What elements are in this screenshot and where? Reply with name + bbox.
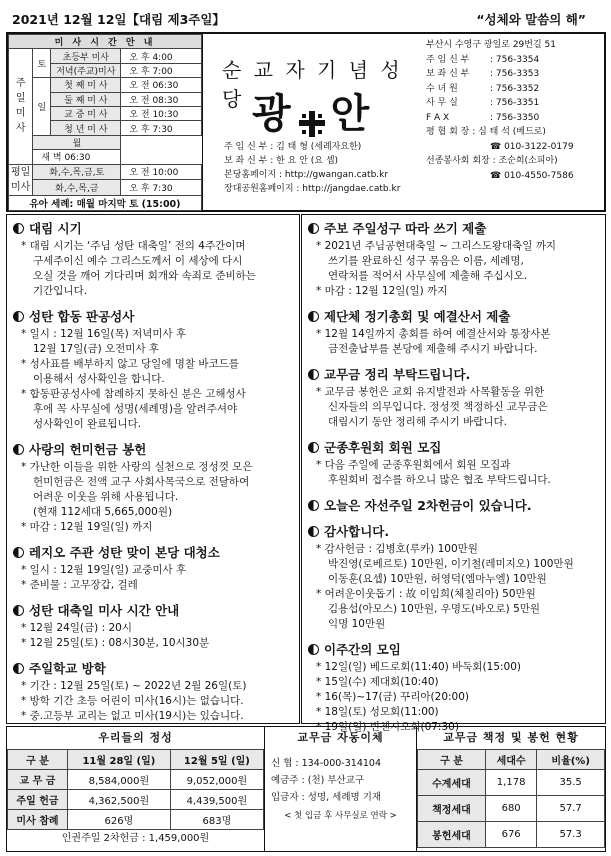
announcement-title: 군종후원회 회원 모집	[308, 438, 599, 456]
announcement-line: 쓰기를 완료하신 성구 묶음은 이름, 세례명,	[328, 255, 524, 267]
announcement-section	[13, 219, 293, 299]
mass-time: 오 후 7:30	[121, 180, 202, 196]
announcement-section	[308, 365, 599, 430]
announcement-line: 기간입니다.	[33, 285, 88, 297]
announcement-title: 성탄 합동 판공성사	[13, 307, 293, 325]
half-circle-bullet-icon	[308, 644, 319, 655]
half-circle-bullet-icon	[13, 663, 24, 674]
announcement-section	[308, 438, 599, 488]
dues-status-panel	[417, 727, 605, 851]
logo-right-char: 안	[330, 90, 372, 137]
announcement-line: 박진영(로베르토) 10만원, 이기철(레미지오) 100만원	[328, 558, 574, 570]
header-cell: 12월 5일 (일)	[170, 750, 263, 770]
announcement-section	[13, 440, 293, 535]
jangdae-homepage-link[interactable]: 장대공원홈페이지 : http://jangdae.catb.kr	[224, 184, 401, 194]
announcement-title: 감사합니다.	[308, 522, 599, 540]
announcement-title: 주보 주일성구 따라 쓰기 제출	[308, 219, 599, 237]
announcement-line: * 어려운이웃돕기 : 故 이임희(체칠리아) 50만원	[316, 588, 536, 600]
announcement-title: 레지오 주관 성탄 맞이 본당 대청소	[13, 543, 293, 561]
announcement-line: * 12월 14일까지 총회를 하여 예결산서와 통장사본	[316, 328, 551, 340]
missionary-phone: ☎ 010-4550-7586	[490, 170, 574, 181]
transfer-note: < 첫 입금 후 사무실로 연락 >	[284, 811, 397, 821]
half-circle-bullet-icon	[308, 369, 319, 380]
church-name: 순 교 자 기 념 성 당	[222, 58, 403, 111]
announcement-line: 이동훈(요셉) 10만원, 허영덕(엠마누엘) 10만원	[328, 573, 547, 585]
right-column	[301, 214, 606, 733]
mass-name: 화,수,목,금	[33, 180, 121, 196]
half-circle-bullet-icon	[13, 223, 24, 234]
announcement-section	[13, 659, 293, 724]
mass-time: 오 전 10:30	[121, 106, 202, 120]
half-circle-bullet-icon	[308, 500, 319, 511]
announcement-line: * 2021년 주님공현대축일 ~ 그리스도왕대축일 까지	[316, 240, 557, 252]
sunday-mass-label: 주 일 미 사	[9, 49, 33, 164]
contact-row: 사 무 실 : 756-3351	[426, 98, 540, 108]
council-phone: ☎ 010-3122-0179	[490, 141, 574, 152]
half-circle-bullet-icon	[13, 605, 24, 616]
announcement-line: * 교무금 봉헌은 교회 유지발전과 사목활동을 위한	[316, 386, 545, 398]
announcement-line: * 19일(일) 빈첸시오회(07:30)	[316, 721, 459, 733]
announcement-line: 구세주이신 예수 그리스도께서 이 세상에 다시	[33, 255, 243, 267]
staff-list	[224, 140, 400, 196]
auto-transfer-panel	[265, 727, 417, 851]
mass-caption: 미 사 시 간 안 내	[9, 35, 202, 49]
announcement-section	[308, 640, 599, 735]
header-cell: 비율(%)	[537, 750, 605, 770]
table-row: 주일 헌금 4,362,500원 4,439,500원	[8, 790, 264, 810]
announcement-line: * 성사표를 배부하지 않고 당일에 명찰 바코드를	[21, 358, 239, 370]
announcement-line: * 준비물 : 고무장갑, 걸레	[21, 579, 138, 591]
contact-row: F A X : 756-3350	[426, 112, 540, 123]
offering-panel	[7, 727, 265, 851]
infant-baptism-note: 유아 세례: 매월 마지막 토 (15:00)	[9, 195, 202, 210]
announcement-line: * 합동판공성사에 참례하지 못하신 분은 고해성사	[21, 388, 246, 400]
announcement-title: 교무금 정리 부탁드립니다.	[308, 365, 599, 383]
table-row: 교 무 금 8,584,000원 9,052,000원	[8, 770, 264, 790]
announcement-line: 이용해서 성사확인을 합니다.	[33, 373, 165, 385]
mass-name: 둘 째 미 사	[51, 92, 121, 106]
announcement-line: 후에 꼭 사무실에 성명(세례명)을 알려주셔야	[33, 403, 238, 415]
announcement-line: 신자들의 의무입니다. 정성껏 책정하신 교무금은	[328, 401, 548, 413]
mass-name: 교 중 미 사	[51, 106, 121, 120]
contact-row: 수 녀 원 : 756-3352	[426, 83, 540, 94]
announcement-line: 금전출납부를 본당에 제출해 주시기 바랍니다.	[328, 343, 538, 355]
announcement-line: 헌미헌금은 전액 교구 사회사목국으로 전달하여	[33, 476, 250, 488]
header-cell: 구 분	[418, 750, 486, 770]
table-row: 봉헌세대 676 57.3	[418, 822, 605, 848]
half-circle-bullet-icon	[308, 223, 319, 234]
announcement-line: * 12월 25일(토) : 08시30분, 10시30분	[21, 637, 210, 649]
missionary-president: 선종봉사회 회장 : 조순희(소피아)	[426, 156, 558, 166]
depositor-instruction: 입금자 : 성명, 세례명 기재	[271, 792, 382, 803]
mass-name: 저녁(주교)미사	[51, 63, 121, 77]
contact-row: 보 좌 신 부 : 756-3353	[426, 69, 540, 79]
mass-name: 청 년 미 사	[51, 121, 121, 135]
announcement-title: 주일학교 방학	[13, 659, 293, 677]
table-row: 수계세대 1,178 35.5	[418, 770, 605, 796]
mass-time: 오 후 7:30	[121, 121, 202, 135]
table-row: 책정세대 680 57.7	[418, 796, 605, 822]
announcement-line: * 12월 24일(금) : 20시	[21, 622, 132, 634]
announcement-line: (현재 112세대 5,665,000원)	[33, 506, 173, 518]
table-row: 미사 참례 626명 683명	[8, 810, 264, 830]
parish-homepage-link[interactable]: 본당홈페이지 : http://gwangan.catb.kr	[224, 170, 389, 180]
offering-title: 우리들의 정성	[98, 731, 173, 744]
top-bar	[6, 6, 606, 32]
announcement-section	[308, 219, 599, 299]
announcement-line: * 마감 : 12월 19일(일) 까지	[21, 521, 153, 533]
announcement-line: 성사확인이 완료됩니다.	[33, 418, 142, 430]
dawn-mass: 새 벽 06:30	[33, 150, 121, 164]
announcement-section	[308, 307, 599, 357]
announcement-section	[13, 543, 293, 593]
announcement-section	[13, 307, 293, 432]
contact-row: 주 임 신 부 : 756-3354	[426, 54, 540, 65]
announcement-section	[308, 522, 599, 632]
announcement-title: 사랑의 헌미헌금 봉헌	[13, 440, 293, 458]
church-logo	[252, 82, 371, 139]
logo-left-char: 광	[252, 90, 293, 137]
left-column	[6, 214, 300, 724]
announcement-line: 오실 것을 깨어 기다리며 회개와 속죄로 준비하는	[33, 270, 256, 282]
announcement-line: 익명 10만원	[328, 618, 386, 630]
announcement-line: * 16(목)~17(금) 꾸리아(20:00)	[316, 691, 469, 703]
announcement-line: * 다음 주일에 군종후원회에서 회원 모집과	[316, 459, 511, 471]
mass-name: 초등부 미사	[51, 49, 121, 63]
bottom-panel	[6, 726, 606, 852]
council-president: 평 협 회 장 : 심 태 석 (베드로)	[426, 127, 546, 137]
announcement-line: 12월 17일(금) 오전미사 후	[33, 343, 160, 355]
announcement-title: 대림 시기	[13, 219, 293, 237]
half-circle-bullet-icon	[308, 311, 319, 322]
header-cell: 11월 28일 (일)	[67, 750, 170, 770]
announcement-line: 대림시기 동안 정리해 주시기 바랍니다.	[328, 416, 507, 428]
second-collection-total: 인권주일 2차헌금 : 1,459,000원	[61, 833, 210, 844]
address: 부산시 수영구 광일로 29번길 51	[426, 40, 556, 50]
announcement-line: * 중.고등부 교리는 없고 미사(19시)는 있습니다.	[21, 710, 244, 722]
staff-pastor: 주 임 신 부 : 김 태 형 (세례자요한)	[224, 142, 362, 152]
announcement-line: * 12일(일) 베드로회(11:40) 바둑회(15:00)	[316, 661, 522, 673]
announcement-line: 어려운 이웃을 위해 사용됩니다.	[33, 491, 179, 503]
dues-title: 교무금 책정 및 봉헌 현황	[443, 731, 579, 744]
header	[6, 32, 606, 212]
weekday-sub: 월	[33, 135, 121, 149]
cross-logo-icon	[297, 102, 327, 132]
header-cell: 구 분	[8, 750, 68, 770]
announcement-section	[308, 496, 599, 514]
announcement-title: 제단체 정기총회 및 예결산서 제출	[308, 307, 599, 325]
staff-assistant: 보 좌 신 부 : 한 요 안 (요 셉)	[224, 156, 339, 166]
bank-account: 신 협 : 134-000-314104	[271, 758, 382, 769]
announcement-line: 김용섭(아모스) 10만원, 우명도(바오로) 5만원	[328, 603, 541, 615]
transfer-title: 교무금 자동이체	[297, 731, 384, 744]
account-holder: 예금주 : (천) 부산교구	[271, 775, 365, 786]
announcement-line: * 마감 : 12월 12일(일) 까지	[316, 285, 448, 297]
half-circle-bullet-icon	[308, 442, 319, 453]
saturday-label: 토	[33, 49, 51, 78]
mass-time: 오 전 08:30	[121, 92, 202, 106]
weekday-mass-label: 평일 미사	[9, 164, 33, 195]
mass-name: 첫 째 미 사	[51, 78, 121, 92]
announcement-line: * 일시 : 12월 16일(목) 저녁미사 후	[21, 328, 187, 340]
announcement-title: 성탄 대축일 미사 시간 안내	[13, 601, 293, 619]
half-circle-bullet-icon	[13, 444, 24, 455]
issue-date: 2021년 12월 12일【대림 제3주일】	[12, 12, 225, 27]
announcement-line: * 일시 : 12월 19일(일) 교중미사 후	[21, 564, 187, 576]
announcement-line: * 가난한 이들을 위한 사랑의 실천으로 정성껏 모은	[21, 461, 253, 473]
header-cell: 세대수	[485, 750, 536, 770]
announcement-line: 후원회비 접수를 하오니 많은 협조 부탁드립니다.	[328, 474, 551, 486]
announcement-line: * 대림 시기는 ‘주님 성탄 대축일’ 전의 4주간이며	[21, 240, 246, 252]
half-circle-bullet-icon	[13, 311, 24, 322]
half-circle-bullet-icon	[308, 526, 319, 537]
announcement-title: 이주간의 모임	[308, 640, 599, 658]
mass-time: 오 후 7:00	[121, 63, 202, 77]
mass-time: 오 전 06:30	[121, 78, 202, 92]
sunday-sub-label: 일	[33, 78, 51, 136]
announcement-line: * 15일(수) 제대회(10:40)	[316, 676, 439, 688]
mass-time: 오 후 4:00	[121, 49, 202, 63]
announcement-line: * 기간 : 12월 25일(토) ~ 2022년 2월 26일(토)	[21, 680, 247, 692]
announcement-section	[13, 601, 293, 651]
year-motto: “성체와 말씀의 해”	[476, 12, 586, 27]
announcement-title: 오늘은 자선주일 2차헌금이 있습니다.	[308, 496, 599, 514]
announcement-line: * 방학 기간 초등 어린이 미사(16시)는 없습니다.	[21, 695, 244, 707]
announcement-line: * 감사헌금 : 김병호(루카) 100만원	[316, 543, 478, 555]
half-circle-bullet-icon	[13, 547, 24, 558]
church-title	[204, 34, 424, 210]
announcement-line: 연락처를 적어서 사무실에 제출해 주십시오.	[328, 270, 528, 282]
mass-schedule	[8, 34, 203, 210]
contact-info	[426, 34, 604, 210]
mass-time: 오 전 10:00	[121, 164, 202, 180]
mass-name: 화,수,목,금,토	[33, 164, 121, 180]
announcement-line: * 18일(토) 성모회(11:00)	[316, 706, 439, 718]
